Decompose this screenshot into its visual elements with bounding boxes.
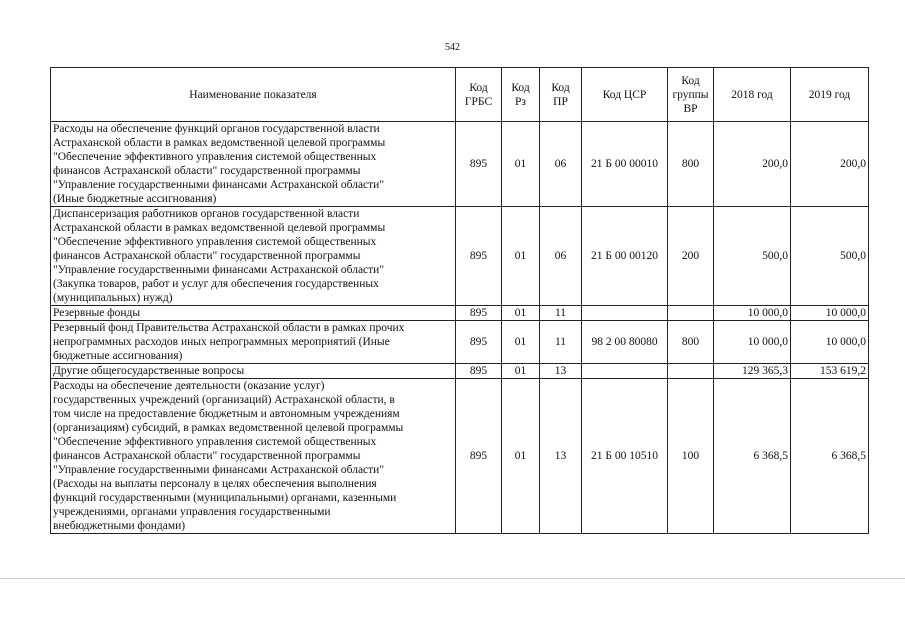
row-name bbox=[51, 321, 456, 364]
row-vr: 800 bbox=[668, 122, 714, 207]
row-name-line: государственных учреждений (организаций) Астраханской области, в bbox=[53, 394, 395, 406]
row-name-line: (организациям) субсидий, в рамках ведомственной целевой программы bbox=[53, 422, 404, 434]
table-row bbox=[51, 379, 869, 534]
row-amount-2019: 500,0 bbox=[791, 207, 869, 306]
row-amount-2018: 10 000,0 bbox=[714, 321, 791, 364]
row-csr bbox=[582, 364, 668, 379]
page-fold-line bbox=[0, 578, 905, 579]
row-pr: 11 bbox=[540, 321, 582, 364]
table-header-row bbox=[51, 68, 869, 122]
row-name-line: Резервный фонд Правительства Астраханской области в рамках прочих bbox=[53, 322, 405, 334]
table-row bbox=[51, 364, 869, 379]
row-pr: 11 bbox=[540, 306, 582, 321]
row-name bbox=[51, 207, 456, 306]
row-name-line: "Обеспечение эффективного управления системой общественных bbox=[53, 436, 377, 448]
row-pr: 13 bbox=[540, 379, 582, 534]
row-pr: 13 bbox=[540, 364, 582, 379]
row-name-line: "Управление государственными финансами Астраханской области" bbox=[53, 464, 385, 476]
row-rz: 01 bbox=[502, 306, 540, 321]
row-vr bbox=[668, 306, 714, 321]
row-amount-2018: 10 000,0 bbox=[714, 306, 791, 321]
header-grbs-line-2: ГРБС bbox=[464, 95, 493, 108]
header-vr bbox=[668, 68, 714, 122]
row-pr: 06 bbox=[540, 122, 582, 207]
row-csr bbox=[582, 306, 668, 321]
header-vr-line-2: группы bbox=[672, 88, 709, 101]
header-csr: Код ЦСР bbox=[582, 68, 668, 122]
row-name-line: "Обеспечение эффективного управления системой общественных bbox=[53, 151, 377, 163]
row-amount-2018: 6 368,5 bbox=[714, 379, 791, 534]
header-vr-line-3: ВР bbox=[683, 102, 698, 115]
row-name bbox=[51, 379, 456, 534]
header-pr bbox=[540, 68, 582, 122]
row-name-line: "Обеспечение эффективного управления системой общественных bbox=[53, 236, 377, 248]
row-grbs: 895 bbox=[456, 207, 502, 306]
row-csr: 98 2 00 80080 bbox=[582, 321, 668, 364]
row-grbs: 895 bbox=[456, 364, 502, 379]
row-grbs: 895 bbox=[456, 321, 502, 364]
row-csr: 21 Б 00 00120 bbox=[582, 207, 668, 306]
row-rz: 01 bbox=[502, 379, 540, 534]
row-name-line: внебюджетными фондами) bbox=[53, 520, 186, 532]
table-row bbox=[51, 306, 869, 321]
row-name-line: "Управление государственными финансами Астраханской области" bbox=[53, 264, 385, 276]
row-grbs: 895 bbox=[456, 122, 502, 207]
row-vr bbox=[668, 364, 714, 379]
budget-table bbox=[50, 67, 869, 534]
row-amount-2019: 10 000,0 bbox=[791, 306, 869, 321]
row-vr: 200 bbox=[668, 207, 714, 306]
table-row bbox=[51, 122, 869, 207]
header-rz bbox=[502, 68, 540, 122]
row-name-line: Диспансеризация работников органов государственной власти bbox=[53, 208, 360, 220]
row-amount-2018: 500,0 bbox=[714, 207, 791, 306]
row-rz: 01 bbox=[502, 122, 540, 207]
row-name-line: финансов Астраханской области" государственной программы bbox=[53, 165, 361, 177]
header-2019: 2019 год bbox=[791, 68, 869, 122]
row-name-line: Другие общегосударственные вопросы bbox=[53, 365, 245, 377]
row-name-line: (муниципальных) нужд) bbox=[53, 292, 173, 304]
header-pr-line-2: ПР bbox=[553, 95, 568, 108]
row-name-line: Резервные фонды bbox=[53, 307, 141, 319]
row-name-line: непрограммных расходов иных непрограммных мероприятий (Иные bbox=[53, 336, 390, 348]
row-name-line: Расходы на обеспечение функций органов государственной власти bbox=[53, 123, 380, 135]
header-rz-line-2: Рз bbox=[515, 95, 526, 108]
table-body bbox=[51, 122, 869, 534]
header-name: Наименование показателя bbox=[51, 68, 456, 122]
row-rz: 01 bbox=[502, 207, 540, 306]
row-amount-2019: 6 368,5 bbox=[791, 379, 869, 534]
row-vr: 800 bbox=[668, 321, 714, 364]
row-amount-2018: 129 365,3 bbox=[714, 364, 791, 379]
row-name-line: финансов Астраханской области" государственной программы bbox=[53, 450, 361, 462]
row-csr: 21 Б 00 10510 bbox=[582, 379, 668, 534]
header-2018: 2018 год bbox=[714, 68, 791, 122]
row-amount-2019: 10 000,0 bbox=[791, 321, 869, 364]
row-name-line: учреждениями, органами управления государственными bbox=[53, 506, 331, 518]
row-pr: 06 bbox=[540, 207, 582, 306]
row-name bbox=[51, 122, 456, 207]
row-name-line: "Управление государственными финансами Астраханской области" bbox=[53, 179, 385, 191]
row-amount-2019: 153 619,2 bbox=[791, 364, 869, 379]
row-name bbox=[51, 306, 456, 321]
row-name-line: (Закупка товаров, работ и услуг для обеспечения государственных bbox=[53, 278, 379, 290]
row-amount-2018: 200,0 bbox=[714, 122, 791, 207]
header-pr-line-1: Код bbox=[551, 81, 570, 94]
row-grbs: 895 bbox=[456, 379, 502, 534]
row-grbs: 895 bbox=[456, 306, 502, 321]
row-name-line: Расходы на обеспечение деятельности (оказание услуг) bbox=[53, 380, 325, 392]
row-vr: 100 bbox=[668, 379, 714, 534]
row-name-line: (Иные бюджетные ассигнования) bbox=[53, 193, 217, 205]
row-rz: 01 bbox=[502, 364, 540, 379]
row-name-line: бюджетные ассигнования) bbox=[53, 350, 183, 362]
row-name-line: Астраханской области в рамках ведомственной целевой программы bbox=[53, 222, 386, 234]
row-name-line: том числе на предоставление бюджетным и автономным учреждениям bbox=[53, 408, 400, 420]
header-rz-line-1: Код bbox=[511, 81, 530, 94]
page-number: 542 bbox=[445, 42, 460, 53]
row-name-line: Астраханской области в рамках ведомственной целевой программы bbox=[53, 137, 386, 149]
header-vr-line-1: Код bbox=[681, 74, 700, 87]
table-row bbox=[51, 321, 869, 364]
row-name bbox=[51, 364, 456, 379]
row-name-line: финансов Астраханской области" государственной программы bbox=[53, 250, 361, 262]
row-amount-2019: 200,0 bbox=[791, 122, 869, 207]
row-rz: 01 bbox=[502, 321, 540, 364]
header-grbs bbox=[456, 68, 502, 122]
row-csr: 21 Б 00 00010 bbox=[582, 122, 668, 207]
row-name-line: функций государственными (муниципальными) органами, казенными bbox=[53, 492, 397, 504]
row-name-line: (Расходы на выплаты персоналу в целях обеспечения выполнения bbox=[53, 478, 377, 490]
table-row bbox=[51, 207, 869, 306]
header-grbs-line-1: Код bbox=[469, 81, 488, 94]
